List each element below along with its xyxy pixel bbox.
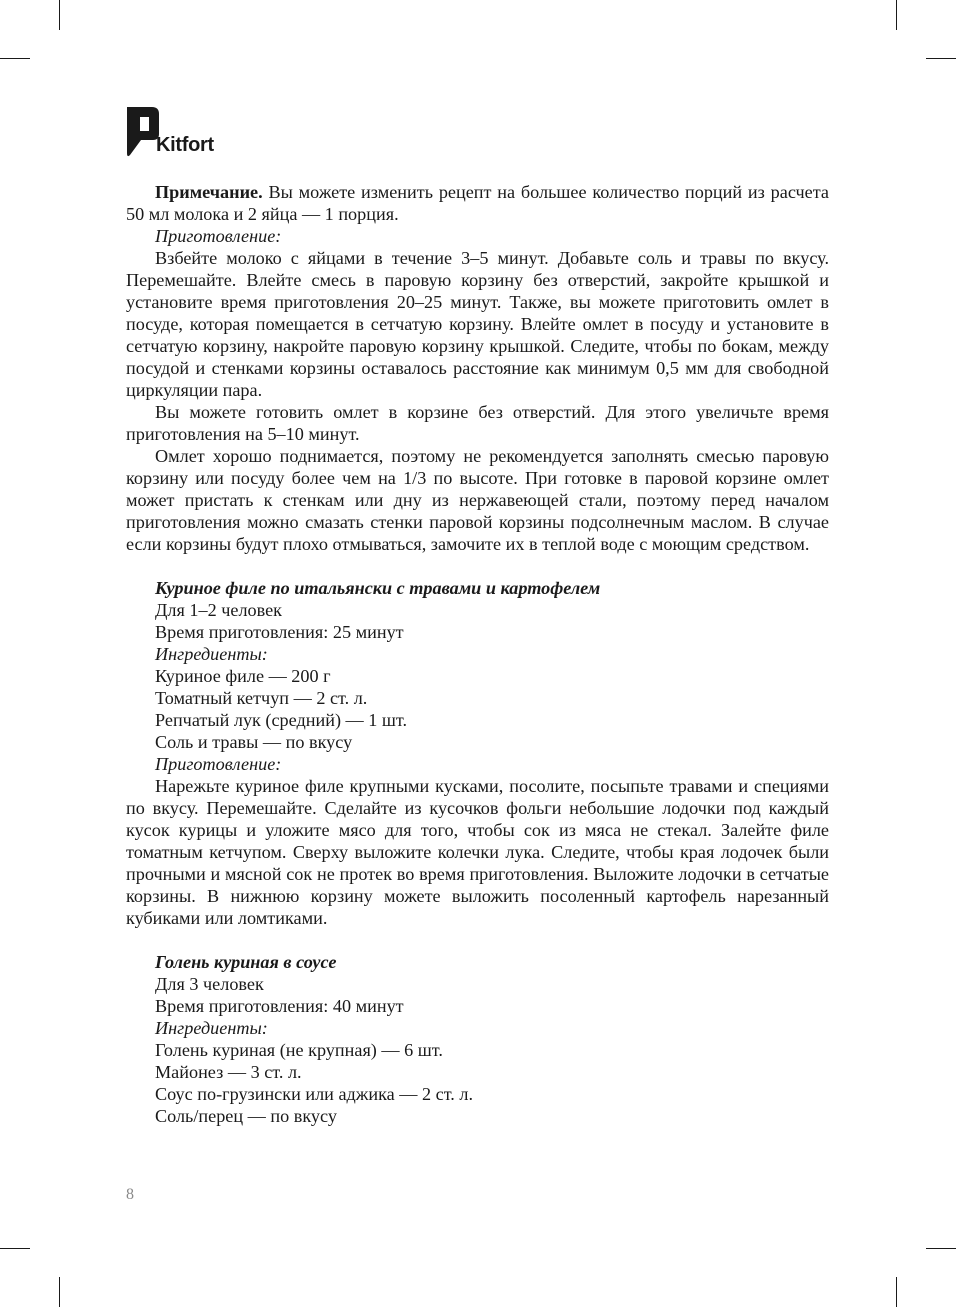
brand-name: Kitfort xyxy=(156,134,214,156)
intro-paragraph: Взбейте молоко с яйцами в течение 3–5 минут. Добавьте соль и травы по вкусу. Перемешайте. Влейте смесь в паровую корзину без отверстий, закройте крышкой и установите время приготовления 20–25 минут. Также, вы можете приготовить омлет в посуде, которая помещается в сетчатую корзину. Влейте омлет в посуду и установите в сетчатую корзину, накройте паровую корзину крышкой. Следите, чтобы по бокам, между посудой и стенками корзины оставалось расстояние как минимум 0,5 мм для свободной циркуляции пара. xyxy=(126,248,829,400)
note-label: Примечание. xyxy=(155,182,263,202)
ingredient-item: Соль и травы — по вкусу xyxy=(155,732,353,752)
ingredient-item: Соль/перец — по вкусу xyxy=(155,1106,337,1126)
note-text: Вы можете изменить рецепт на большее количество порций из расчета 50 мл молока и 2 яйца — 1 порция. xyxy=(126,182,829,224)
recipe-servings: Для 3 человек xyxy=(155,974,264,994)
intro-paragraph: Омлет хорошо поднимается, поэтому не рекомендуется заполнять смесью паровую корзину или посуду более чем на 1/3 по высоте. При готовке в паровой корзине омлет может пристать к стенкам или дну из нержавеющей стали, поэтому перед началом приготовления можно смазать стенки паровой корзины подсолнечным маслом. В случае если корзины будут плохо отмываться, замочите их в теплой воде с моющим средством. xyxy=(126,446,829,554)
page-number: 8 xyxy=(126,1186,134,1203)
crop-mark xyxy=(896,0,897,30)
page-content xyxy=(126,181,829,1127)
crop-mark xyxy=(896,1277,897,1307)
ingredients-label: Ингредиенты: xyxy=(155,1018,268,1038)
crop-mark xyxy=(59,1277,60,1307)
prep-label: Приготовление: xyxy=(155,226,282,246)
intro-paragraph: Вы можете готовить омлет в корзине без отверстий. Для этого увеличьте время приготовления на 5–10 минут. xyxy=(126,402,829,444)
ingredient-item: Соус по-грузински или аджика — 2 ст. л. xyxy=(155,1084,474,1104)
kitfort-logo-icon xyxy=(126,107,160,157)
ingredients-label: Ингредиенты: xyxy=(155,644,268,664)
recipe-servings: Для 1–2 человек xyxy=(155,600,283,620)
ingredient-item: Голень куриная (не крупная) — 6 шт. xyxy=(155,1040,443,1060)
crop-mark xyxy=(0,58,30,59)
recipe-time: Время приготовления: 25 минут xyxy=(155,622,404,642)
ingredient-item: Куриное филе — 200 г xyxy=(155,666,331,686)
recipe-title: Куриное филе по итальянски с травами и картофелем xyxy=(155,578,601,598)
crop-mark xyxy=(59,0,60,30)
crop-mark xyxy=(926,1248,956,1249)
ingredient-item: Репчатый лук (средний) — 1 шт. xyxy=(155,710,408,730)
recipe-time: Время приготовления: 40 минут xyxy=(155,996,404,1016)
kitfort-logo xyxy=(126,107,246,157)
prep-label: Приготовление: xyxy=(155,754,282,774)
ingredient-item: Майонез — 3 ст. л. xyxy=(155,1062,302,1082)
note-paragraph xyxy=(126,181,829,225)
recipe-title: Голень куриная в соусе xyxy=(155,952,337,972)
crop-mark xyxy=(0,1248,30,1249)
ingredient-item: Томатный кетчуп — 2 ст. л. xyxy=(155,688,368,708)
crop-mark xyxy=(926,58,956,59)
recipe-instructions: Нарежьте куриное филе крупными кусками, посолите, посыпьте травами и специями по вкусу. Перемешайте. Сделайте из кусочков фольги небольшие лодочки под каждый кусок курицы и уложите мясо для того, чтобы сок из мяса не стекал. Залейте филе томатным кетчупом. Сверху выложите колечки лука. Следите, чтобы края лодочек были прочными и мясной сок не протек во время приготовления. Выложите лодочки в сетчатые корзины. В нижнюю корзину можете выложить посоленный картофель нарезанный кубиками или ломтиками. xyxy=(126,776,829,928)
